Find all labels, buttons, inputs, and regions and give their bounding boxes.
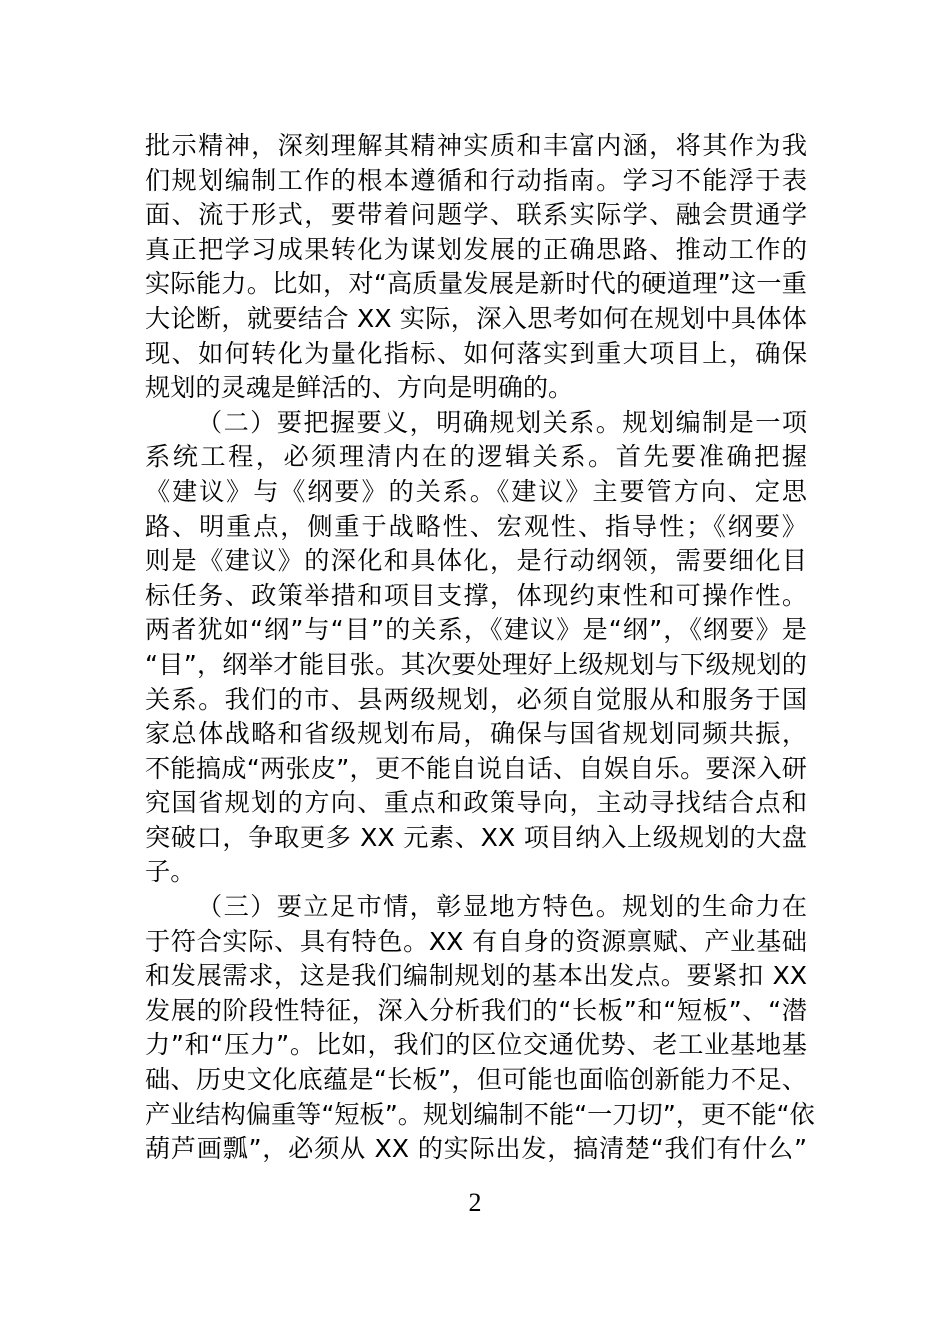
text-line: 规划的灵魂是鲜活的、方向是明确的。 [145,373,574,403]
text-line: 们规划编制工作的根本遵循和行动指南。学习不能浮于表 [145,165,807,195]
text-line: 两者犹如“纲”与“目”的关系，《建议》是“纲”，《纲要》是 [145,615,807,645]
text-line: 究国省规划的方向、重点和政策导向，主动寻找结合点和 [145,788,807,818]
text-line: 和发展需求，这是我们编制规划的基本出发点。要紧扣 XX [145,961,807,991]
text-line: 标任务、政策举措和项目支撑，体现约束性和可操作性。 [145,580,807,610]
text-line: 葫芦画瓢”，必须从 XX 的实际出发，搞清楚“我们有什么” [145,1134,807,1164]
text-line: 关系。我们的市、县两级规划，必须自觉服从和服务于国 [145,684,807,714]
paragraph-heading-line: （三）要立足市情，彰显地方特色。规划的生命力在 [197,892,807,922]
body-text [145,129,815,1167]
text-line: 现、如何转化为量化指标、如何落实到重大项目上，确保 [145,338,807,368]
page-number: 2 [468,1188,482,1217]
paragraph-heading-line: （二）要把握要义，明确规划关系。规划编制是一项 [197,407,807,437]
text-line: 础、历史文化底蕴是“长板”，但可能也面临创新能力不足、 [145,1065,807,1095]
text-line: “目”，纲举才能目张。其次要处理好上级规划与下级规划的 [145,649,807,679]
text-line: 真正把学习成果转化为谋划发展的正确思路、推动工作的 [145,234,807,264]
text-line: 子。 [145,857,196,887]
text-line: 家总体战略和省级规划布局，确保与国省规划同频共振， [145,719,807,749]
text-line: 大论断，就要结合 XX 实际，深入思考如何在规划中具体体 [145,303,807,333]
text-line: 批示精神，深刻理解其精神实质和丰富内涵，将其作为我 [145,131,807,160]
text-line: 于符合实际、具有特色。XX 有自身的资源禀赋、产业基础 [145,926,807,956]
text-line: 突破口，争取更多 XX 元素、XX 项目纳入上级规划的大盘 [145,822,807,852]
text-line: 发展的阶段性特征，深入分析我们的“长板”和“短板”、“潜 [145,995,807,1025]
text-line: 力”和“压力”。比如，我们的区位交通优势、老工业基地基 [145,1030,807,1060]
text-line: 实际能力。比如，对“高质量发展是新时代的硬道理”这一重 [145,269,807,299]
text-line: 不能搞成“两张皮”，更不能自说自话、自娱自乐。要深入研 [145,753,807,783]
text-line: 则是《建议》的深化和具体化，是行动纲领，需要细化目 [145,546,807,576]
text-line: 产业结构偏重等“短板”。规划编制不能“一刀切”，更不能“依 [145,1099,815,1129]
text-line: 面、流于形式，要带着问题学、联系实际学、融会贯通学 [145,200,807,230]
text-line: 《建议》与《纲要》的关系。《建议》主要管方向、定思 [145,476,807,506]
text-line: 路、明重点，侧重于战略性、宏观性、指导性；《纲要》 [145,511,807,541]
text-line: 系统工程，必须理清内在的逻辑关系。首先要准确把握 [145,442,807,472]
